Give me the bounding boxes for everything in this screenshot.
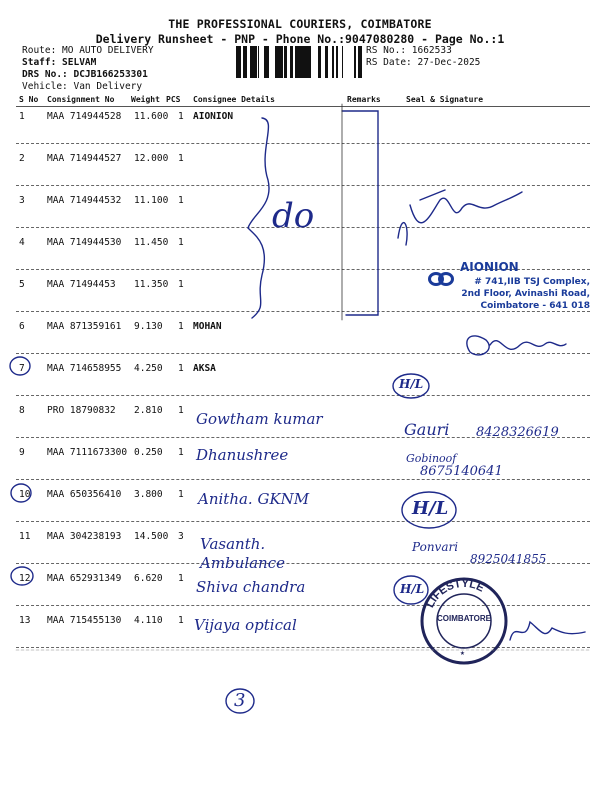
aionion-addr-line2: 2nd Floor, Avinashi Road, [461,289,590,299]
row-sno: 5 [19,279,25,290]
signature-row8: Gauri [404,420,450,439]
row-weight: 6.620 [134,573,163,584]
aionion-addr-line1: # 741,IIB TSJ Complex, [474,277,590,287]
table-row [0,447,600,461]
row-sno: 2 [19,153,25,164]
handwritten-name-row12: Shiva chandra [196,578,306,596]
row-sno: 10 [19,489,31,500]
rs-number: RS No.: 1662533 [366,45,452,56]
col-pcs: PCS [166,95,181,104]
row-sno: 3 [19,195,25,206]
row-consignment: MAA 304238193 [47,531,122,542]
hl-mark-row12: H/L [400,582,425,596]
table-row [0,531,600,545]
hl-mark-row10: H/L [412,498,449,519]
row-divider [16,353,590,354]
row-divider [16,521,590,522]
row-consignee: MOHAN [193,321,222,332]
row-consignment: MAA 871359161 [47,321,122,332]
table-row [0,321,600,335]
row-weight: 9.130 [134,321,163,332]
table-row [0,111,600,125]
row-weight: 11.350 [134,279,169,290]
row-pcs: 1 [178,363,184,374]
row-sno: 12 [19,573,31,584]
rs-date: RS Date: 27-Dec-2025 [366,57,481,68]
row-weight: 11.100 [134,195,169,206]
lifestyle-city: COIMBATORE [437,614,491,623]
row-sno: 6 [19,321,25,332]
row-weight: 2.810 [134,405,163,416]
aionion-name: AIONION [460,260,519,274]
col-weight: Weight [131,95,160,104]
row-consignment: MAA 714944532 [47,195,122,206]
star-icon: ★ [460,648,465,657]
row-consignment: MAA 7111673300 [47,447,128,458]
handwritten-name-row9: Dhanushree [196,446,289,464]
row-sno: 1 [19,111,25,122]
aionion-addr-line3: Coimbatore - 641 018 [480,301,590,311]
lifestyle-text: LIFESTYLE [424,577,486,610]
handwritten-name-row10: Anitha. GKNM [198,490,310,508]
row-divider [16,185,590,186]
row-sno: 4 [19,237,25,248]
handwritten-name-row11: Vasanth. [200,535,266,553]
handwritten-name-row13: Vijaya optical [194,616,297,634]
row-pcs: 1 [178,111,184,122]
barcode-image [236,46,362,78]
drs-label: DRS No.: DCJB166253301 [22,69,148,80]
col-consignment: Consignment No [47,95,115,104]
aionion-address [418,276,590,312]
row-consignment: MAA 714944527 [47,153,122,164]
row-sno: 7 [19,363,25,374]
row-weight: 4.110 [134,615,163,626]
page-mark: 3 [234,690,246,711]
table-row [0,363,600,377]
row-consignee: AKSA [193,363,216,374]
row-pcs: 1 [178,195,184,206]
row-pcs: 1 [178,237,184,248]
signature-row9: Gobinoof [406,452,457,465]
svg-text:LIFESTYLE [424,578,486,610]
row-sno: 8 [19,405,25,416]
lifestyle-stamp [418,575,510,667]
staff-label: Staff: SELVAM [22,57,97,68]
col-consignee: Consignee Details [193,95,275,104]
ditto-mark: do [272,196,315,236]
vehicle-label: Vehicle: Van Delivery [22,81,143,92]
table-row [0,237,600,251]
row-consignment: MAA 650356410 [47,489,122,500]
row-pcs: 3 [178,531,184,542]
row-weight: 11.450 [134,237,169,248]
row-consignment: MAA 715455130 [47,615,122,626]
row-weight: 0.250 [134,447,163,458]
row-consignment: MAA 714944528 [47,111,122,122]
row-sno: 11 [19,531,31,542]
runsheet-subtitle: Delivery Runsheet - PNP - Phone No.:9047080280 - Page No.:1 [95,32,505,46]
row-divider [16,143,590,144]
row-weight: 3.800 [134,489,163,500]
row-weight: 11.600 [134,111,169,122]
row-weight: 4.250 [134,363,163,374]
company-title: THE PROFESSIONAL COURIERS, COIMBATORE [168,17,432,31]
row-sno: 13 [19,615,31,626]
row-consignee: AIONION [193,111,234,122]
row-pcs: 1 [178,405,184,416]
row-pcs: 1 [178,489,184,500]
row-pcs: 1 [178,321,184,332]
row-divider [16,479,590,480]
row-consignment: PRO 18790832 [47,405,116,416]
row-weight: 14.500 [134,531,169,542]
route-label: Route: MO AUTO DELIVERY [22,45,154,56]
row-divider [16,395,590,396]
row-pcs: 1 [178,447,184,458]
table-row [0,615,600,629]
aionion-stamp [418,258,596,320]
col-remarks: Remarks [347,95,381,104]
handwritten-name-row8: Gowtham kumar [196,410,323,428]
row-pcs: 1 [178,279,184,290]
phone-row11: 8925041855 [470,552,547,566]
row-pcs: 1 [178,615,184,626]
row-consignment: MAA 71494453 [47,279,116,290]
handwritten-name-row11b: Ambulance [200,554,285,572]
phone-row9: 8675140641 [420,464,503,479]
row-consignment: MAA 652931349 [47,573,122,584]
row-pcs: 1 [178,153,184,164]
row-sno: 9 [19,447,25,458]
hl-mark-row7: H/L [399,377,424,391]
col-sno: S No [19,95,39,104]
row-weight: 12.000 [134,153,169,164]
signature-row11: Ponvari [412,540,459,554]
row-consignment: MAA 714944530 [47,237,122,248]
col-seal: Seal & Signature [406,95,484,104]
table-row [0,153,600,167]
row-pcs: 1 [178,573,184,584]
phone-row8: 8428326619 [476,425,559,440]
row-consignment: MAA 714658955 [47,363,122,374]
